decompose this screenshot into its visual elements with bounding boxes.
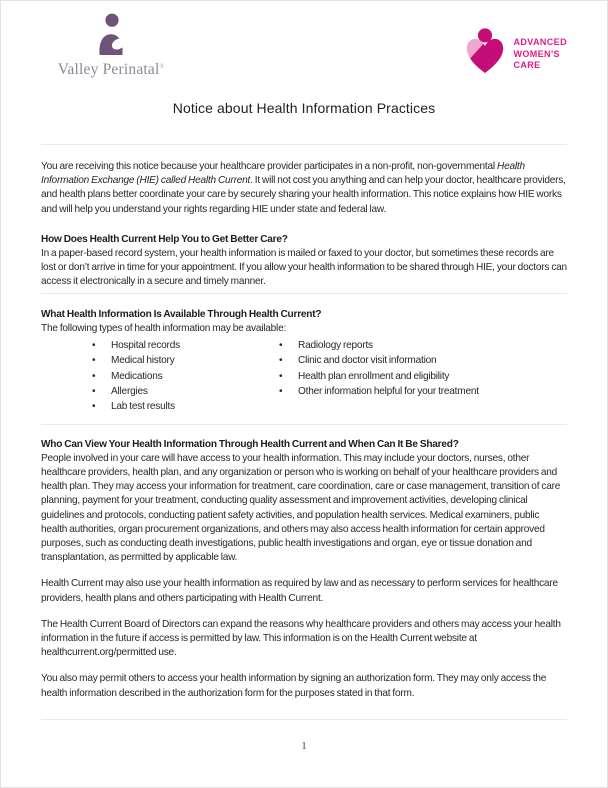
valley-perinatal-logo — [45, 13, 177, 79]
list-item-label: Clinic and doctor visit information — [298, 355, 437, 367]
bullet-list — [41, 338, 567, 414]
bullet-icon: • — [279, 340, 283, 352]
page-title: Notice about Health Information Practices — [172, 100, 436, 116]
divider — [41, 293, 567, 294]
heart-person-icon — [464, 28, 506, 81]
list-item — [92, 399, 279, 414]
document-body — [41, 160, 567, 701]
list-item-label: Radiology reports — [298, 340, 373, 352]
page-number: 1 — [301, 741, 307, 752]
list-item — [92, 369, 279, 384]
awc-wordmark-line1: ADVANCED — [513, 37, 567, 48]
who-can-view-paragraph-3: The Health Current Board of Directors can expand the reasons why healthcare providers and others may access your health information in the future if access is permitted by law. This information is on the Health Current website at healthcurrent.org/permitted use. — [41, 618, 561, 659]
list-item — [279, 353, 479, 368]
list-item-label: Other information helpful for your treatment — [298, 385, 479, 397]
section-intro-available-info: The following types of health information may be available: — [41, 322, 287, 334]
bullet-icon: • — [92, 370, 96, 382]
section-heading-available-info: What Health Information Is Available Through Health Current? — [41, 308, 322, 320]
list-item — [279, 338, 479, 353]
header — [41, 13, 567, 77]
section-heading-who-can-view: Who Can View Your Health Information Through Health Current and When Can It Be Shared? — [41, 438, 459, 450]
awc-wordmark — [513, 37, 567, 72]
bullet-column-2 — [279, 338, 479, 414]
bullet-icon: • — [92, 385, 96, 397]
list-item-label: Lab test results — [111, 401, 175, 413]
section-heading-better-care: How Does Health Current Help You to Get Better Care? — [41, 233, 288, 245]
mother-and-baby-icon — [96, 13, 126, 60]
list-item — [279, 384, 479, 399]
valley-perinatal-wordmark: Valley Perinatal® — [57, 61, 165, 78]
who-can-view-paragraph-1: People involved in your care will have access to your health information. This may include your doctors, nurses, other healthcare providers, health plan, and any organization or person who is working on behalf of your healthcare providers and health plan. They may access your information for treatment, care coordination, care or case management, transition of care planning, payment for your treatment, conducting quality assessment and improvement activities, developing clinical guidelines and protocols, conducting patient safety activities, and population health services. Medical examiners, public health authorities, organ procurement organizations, and others may also access health information for certain approved purposes, such as conducting death investigations, public health investigations and organ, eye or tissue donation and transplantation, as permitted by applicable law. — [41, 452, 561, 564]
list-item-label: Hospital records — [111, 340, 180, 352]
list-item — [279, 369, 479, 384]
list-item — [92, 384, 279, 399]
awc-wordmark-line2: WOMEN'S — [513, 48, 560, 59]
bullet-icon: • — [279, 355, 283, 367]
intro-text-post: . It will not cost you anything and can help your doctor, healthcare providers, and health plans better coordinate your care by securely sharing your health information. This notice explains how HIE works and will help you understand your rights regarding HIE under state and federal law. — [41, 175, 566, 215]
list-item-label: Allergies — [111, 385, 148, 397]
awc-wordmark-line3: CARE — [513, 60, 541, 71]
list-item-label: Medical history — [111, 355, 175, 367]
bullet-column-1 — [92, 338, 279, 414]
bullet-icon: • — [92, 401, 96, 413]
intro-text-pre: You are receiving this notice because your healthcare provider participates in a non-profit, non-governmental — [41, 161, 498, 172]
bullet-icon: • — [279, 385, 283, 397]
who-can-view-paragraph-4: You also may permit others to access your health information by signing an authorization form. They may only access the health information described in the authorization form for the purposes stated in that form. — [41, 673, 547, 699]
intro-paragraph — [41, 160, 567, 217]
bullet-icon: • — [279, 370, 283, 382]
who-can-view-paragraph-2: Health Current may also use your health information as required by law and as necessary to perform services for healthcare providers, health plans and others participating with Health Current. — [41, 578, 558, 604]
list-item — [92, 338, 279, 353]
list-item-label: Medications — [111, 370, 163, 382]
section-body-better-care: In a paper-based record system, your health information is mailed or faxed to your doctor, but sometimes these records are lost or don’t arrive in time for your appointment. If you allow your health information to be shared through HIE, your doctors can access it electronically in a secure and timely manner. — [41, 248, 567, 288]
bullet-icon: • — [92, 355, 96, 367]
list-item — [92, 353, 279, 368]
divider — [41, 144, 567, 145]
registered-mark: ® — [159, 63, 165, 70]
divider — [41, 719, 567, 720]
advanced-womens-care-logo — [464, 28, 567, 81]
divider — [41, 424, 567, 425]
bullet-icon: • — [92, 340, 96, 352]
intro-text-italic: Health Information Exchange (HIE) called Health Current — [41, 161, 525, 187]
list-item-label: Health plan enrollment and eligibility — [298, 370, 450, 382]
